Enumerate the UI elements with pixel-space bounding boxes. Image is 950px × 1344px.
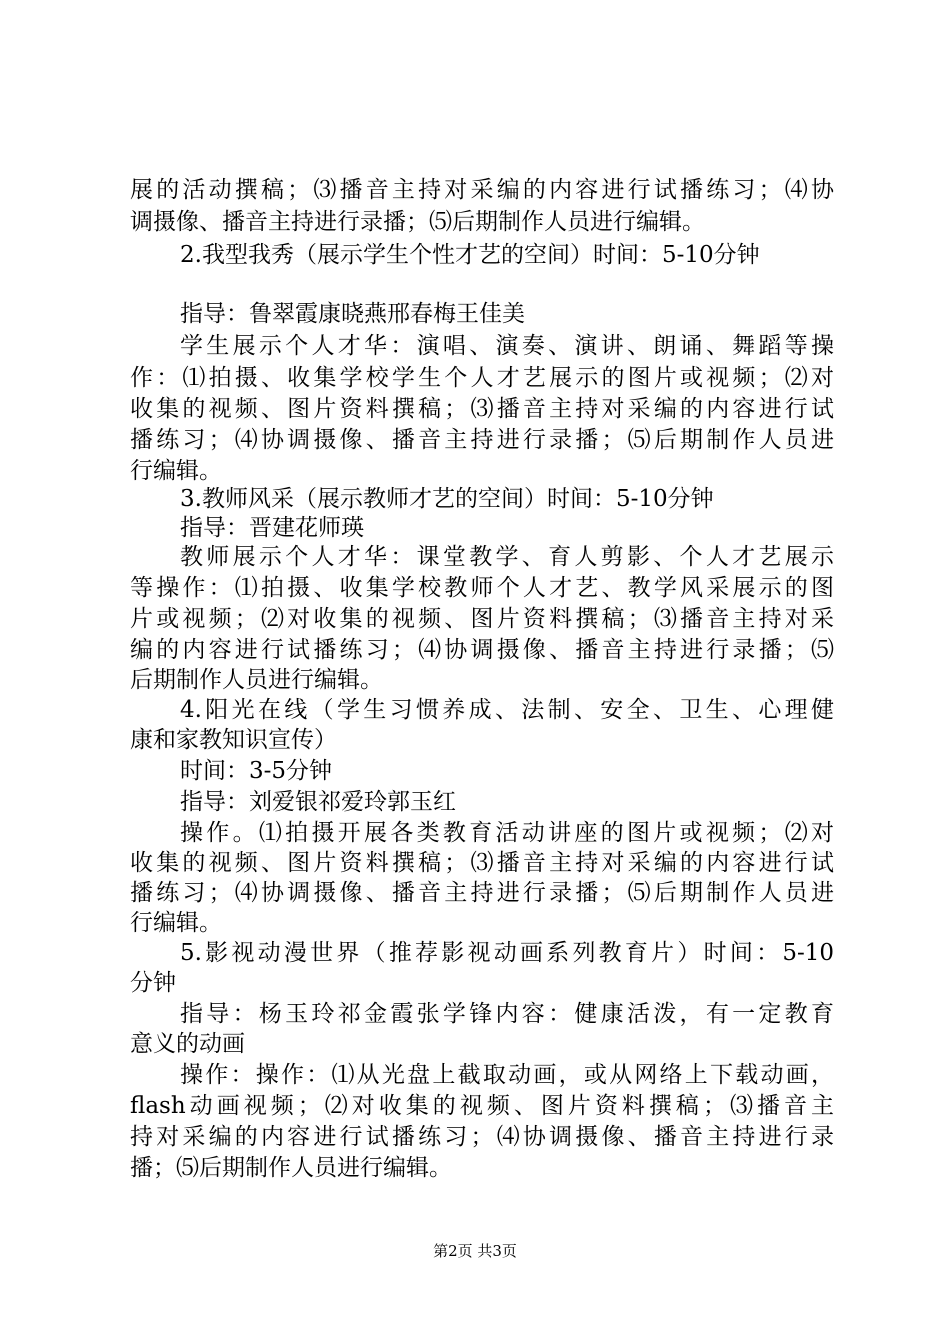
section-heading-3: 3.教师风采（展示教师才艺的空间）时间：5-10分钟 — [180, 486, 714, 512]
text-line: 收集的视频、图片资料撰稿；⑶播音主持对采编的内容进行试 — [130, 396, 834, 422]
text-line: 行编辑。 — [130, 458, 222, 484]
section-heading-2: 2.我型我秀（展示学生个性才艺的空间）时间：5-10分钟 — [180, 242, 760, 268]
text-line: 播练习；⑷协调摄像、播音主持进行录播；⑸后期制作人员进 — [130, 427, 834, 453]
text-line: 康和家教知识宣传） — [130, 727, 337, 753]
text-line: 片或视频；⑵对收集的视频、图片资料撰稿；⑶播音主持对采 — [130, 606, 834, 632]
section-heading-4: 4.阳光在线（学生习惯养成、法制、安全、卫生、心理健 — [180, 697, 834, 723]
text-line: 等操作：⑴拍摄、收集学校教师个人才艺、教学风采展示的图 — [130, 575, 834, 601]
text-line: flash动画视频；⑵对收集的视频、图片资料撰稿；⑶播音主 — [130, 1093, 834, 1119]
text-line: 指导：杨玉玲祁金霞张学锋内容：健康活泼，有一定教育 — [180, 1001, 834, 1027]
text-line: 操作。⑴拍摄开展各类教育活动讲座的图片或视频；⑵对 — [180, 820, 834, 846]
text-line: 意义的动画 — [130, 1031, 245, 1057]
text-line: 播；⑸后期制作人员进行编辑。 — [130, 1155, 452, 1181]
text-line: 分钟 — [130, 970, 176, 996]
text-line: 操作：操作：⑴从光盘上截取动画，或从网络上下载动画， — [180, 1062, 834, 1088]
text-line: 调摄像、播音主持进行录播；⑸后期制作人员进行编辑。 — [130, 209, 705, 235]
text-line: 行编辑。 — [130, 910, 222, 936]
text-line: 指导：鲁翠霞康晓燕邢春梅王佳美 — [180, 301, 525, 327]
text-line: 播练习；⑷协调摄像、播音主持进行录播；⑸后期制作人员进 — [130, 880, 834, 906]
text-line: 后期制作人员进行编辑。 — [130, 667, 383, 693]
text-line: 展的活动撰稿；⑶播音主持对采编的内容进行试播练习；⑷协 — [130, 177, 834, 203]
text-line: 编的内容进行试播练习；⑷协调摄像、播音主持进行录播；⑸ — [130, 637, 834, 663]
text-line: 教师展示个人才华：课堂教学、育人剪影、个人才艺展示 — [180, 544, 834, 570]
text-line: 持对采编的内容进行试播练习；⑷协调摄像、播音主持进行录 — [130, 1124, 834, 1150]
text-line: 学生展示个人才华：演唱、演奏、演讲、朗诵、舞蹈等操 — [180, 333, 834, 359]
text-line: 作：⑴拍摄、收集学校学生个人才艺展示的图片或视频；⑵对 — [130, 365, 834, 391]
page-number-footer: 第2页 共3页 — [433, 1242, 517, 1260]
text-line: 时间：3-5分钟 — [180, 758, 333, 784]
text-line: 指导：晋建花师瑛 — [180, 515, 364, 541]
text-line: 指导：刘爱银祁爱玲郭玉红 — [180, 789, 456, 815]
text-line: 收集的视频、图片资料撰稿；⑶播音主持对采编的内容进行试 — [130, 850, 834, 876]
section-heading-5: 5.影视动漫世界（推荐影视动画系列教育片）时间：5-10 — [180, 940, 834, 966]
